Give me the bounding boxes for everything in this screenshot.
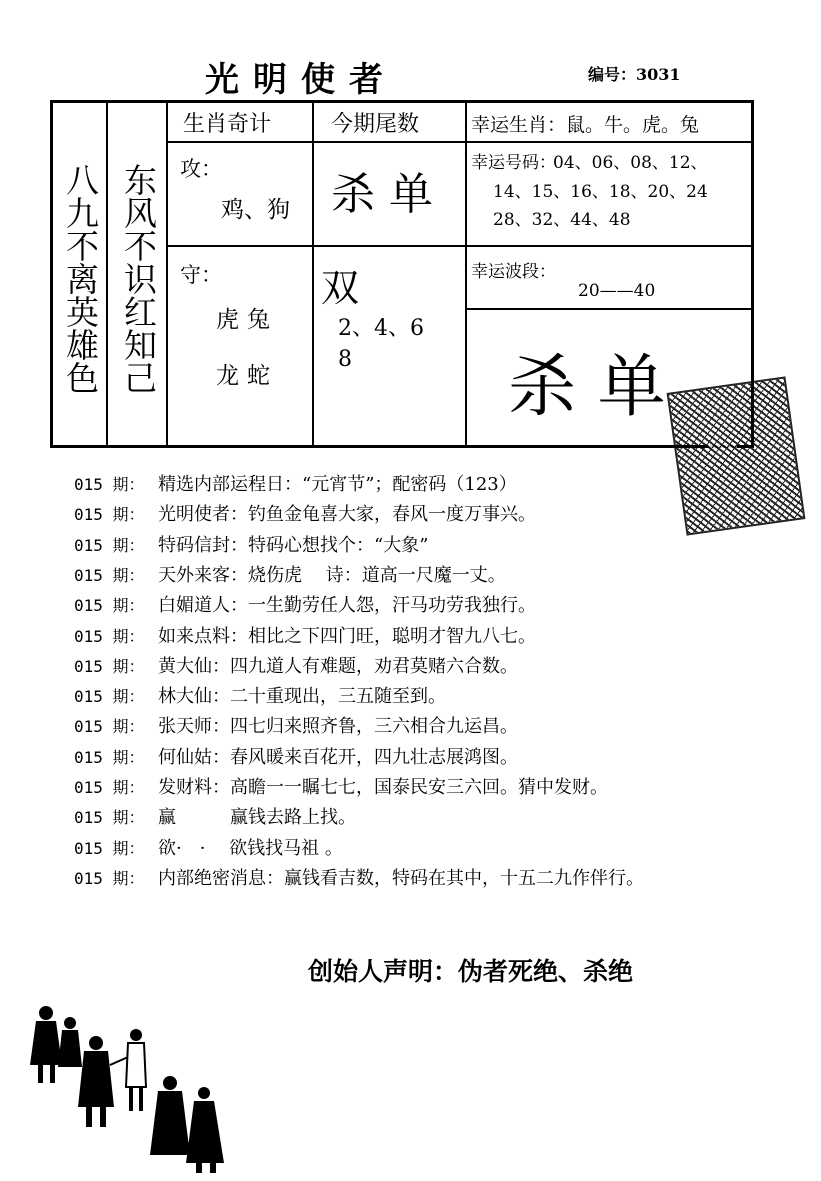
period-number: 015 期： xyxy=(74,505,145,525)
period-number: 015 期： xyxy=(74,868,145,888)
period-number: 015 期： xyxy=(74,778,145,797)
period-number: 015 期： xyxy=(74,565,145,585)
kill-single-big: 杀 单 xyxy=(508,348,666,427)
forecast-text: 何仙姑：春风暖来百花开，四九壮志展鸿图。 xyxy=(158,746,518,768)
forecast-line xyxy=(74,682,446,708)
forecast-line xyxy=(74,834,343,860)
founder-declaration: 创始人声明：伪者死绝、杀绝 xyxy=(308,957,634,986)
forecast-line xyxy=(74,712,518,738)
forecast-line xyxy=(74,591,536,617)
header-zodiac-plan: 生肖奇计 xyxy=(183,112,272,137)
defend-row-2: 龙蛇 xyxy=(216,363,278,389)
forecast-text: 赢 赢钱去路上找。 xyxy=(158,807,356,829)
forecast-line xyxy=(74,743,518,769)
tail-row-2: 8 xyxy=(338,347,352,372)
right-vertical-slogan: 东风不识红知己 xyxy=(119,162,158,394)
defend-row-1: 虎兔 xyxy=(216,307,278,333)
tail-row-1: 2、4、6 xyxy=(338,316,424,341)
lucky-numbers-row-2: 14、15、16、18、20、24 xyxy=(493,182,708,202)
period-number: 015 期： xyxy=(74,535,145,555)
forecast-text: 光明使者：钓鱼金龟喜大家，春风一度万事兴。 xyxy=(158,504,536,526)
period-number: 015 期： xyxy=(74,596,145,616)
forecast-text: 天外来客：烧伤虎 诗：道高一尺魔一丈。 xyxy=(158,564,506,586)
forecast-line xyxy=(74,561,506,587)
people-figures-illustration xyxy=(18,995,243,1175)
forecast-line xyxy=(74,652,518,678)
kill-single-small: 杀 单 xyxy=(331,169,433,220)
forecast-text: 发财料：高瞻一一瞩七七，国泰民安三六回。猜中发财。 xyxy=(158,777,608,798)
attack-label: 攻： xyxy=(180,157,222,181)
period-number: 015 期： xyxy=(74,808,145,828)
wave-value: 20——40 xyxy=(578,281,656,301)
forecast-text: 张天师：四七归来照齐鲁，三六相合九运昌。 xyxy=(158,716,518,738)
left-vertical-slogan: 八九不离英雄色 xyxy=(61,162,100,394)
tail-even: 双 xyxy=(321,266,360,310)
forecast-text: 特码信封：特码心想找个：“大象” xyxy=(158,534,429,556)
forecast-line xyxy=(74,500,536,526)
lucky-numbers-row-1: 04、06、08、12、 xyxy=(553,153,708,173)
wave-label: 幸运波段： xyxy=(471,262,556,282)
forecast-line xyxy=(74,864,644,890)
period-number: 015 期： xyxy=(74,475,145,494)
forecast-text: 欲· · 欲钱找马祖 。 xyxy=(158,837,343,859)
stamp-seal-icon xyxy=(667,376,806,535)
lucky-numbers-label: 幸运号码： xyxy=(471,153,556,173)
page-title: 光明使者 xyxy=(205,60,397,100)
forecast-line xyxy=(74,773,608,799)
forecast-text: 白媚道人：一生勤劳任人怨，汗马功劳我独行。 xyxy=(158,595,536,617)
forecast-text: 内部绝密消息：赢钱看吉数，特码在其中，十五二九作伴行。 xyxy=(158,867,644,889)
attack-value: 鸡、狗 xyxy=(221,197,290,223)
lucky-numbers-row-3: 28、32、44、48 xyxy=(493,210,631,230)
serial-number: 编号：3031 xyxy=(588,65,681,84)
forecast-line xyxy=(74,803,356,829)
forecast-text: 黄大仙：四九道人有难题，劝君莫赌六合数。 xyxy=(158,655,518,677)
lucky-zodiac: 幸运生肖：鼠。牛。虎。兔 xyxy=(471,114,700,136)
forecast-text: 林大仙：二十重现出，三五随至到。 xyxy=(158,686,446,708)
forecast-text: 精选内部运程日：“元宵节”；配密码（123） xyxy=(158,474,517,495)
period-number: 015 期： xyxy=(74,687,145,707)
period-number: 015 期： xyxy=(74,747,145,767)
period-number: 015 期： xyxy=(74,717,145,737)
forecast-line xyxy=(74,470,517,496)
forecast-text: 如来点料：相比之下四门旺，聪明才智九八七。 xyxy=(158,625,536,647)
defend-label: 守： xyxy=(180,263,222,287)
header-tail-number: 今期尾数 xyxy=(331,112,420,137)
period-number: 015 期： xyxy=(74,656,145,676)
period-number: 015 期： xyxy=(74,838,145,858)
forecast-line xyxy=(74,622,536,648)
period-number: 015 期： xyxy=(74,626,145,646)
info-grid xyxy=(50,100,754,448)
forecast-line xyxy=(74,531,428,557)
